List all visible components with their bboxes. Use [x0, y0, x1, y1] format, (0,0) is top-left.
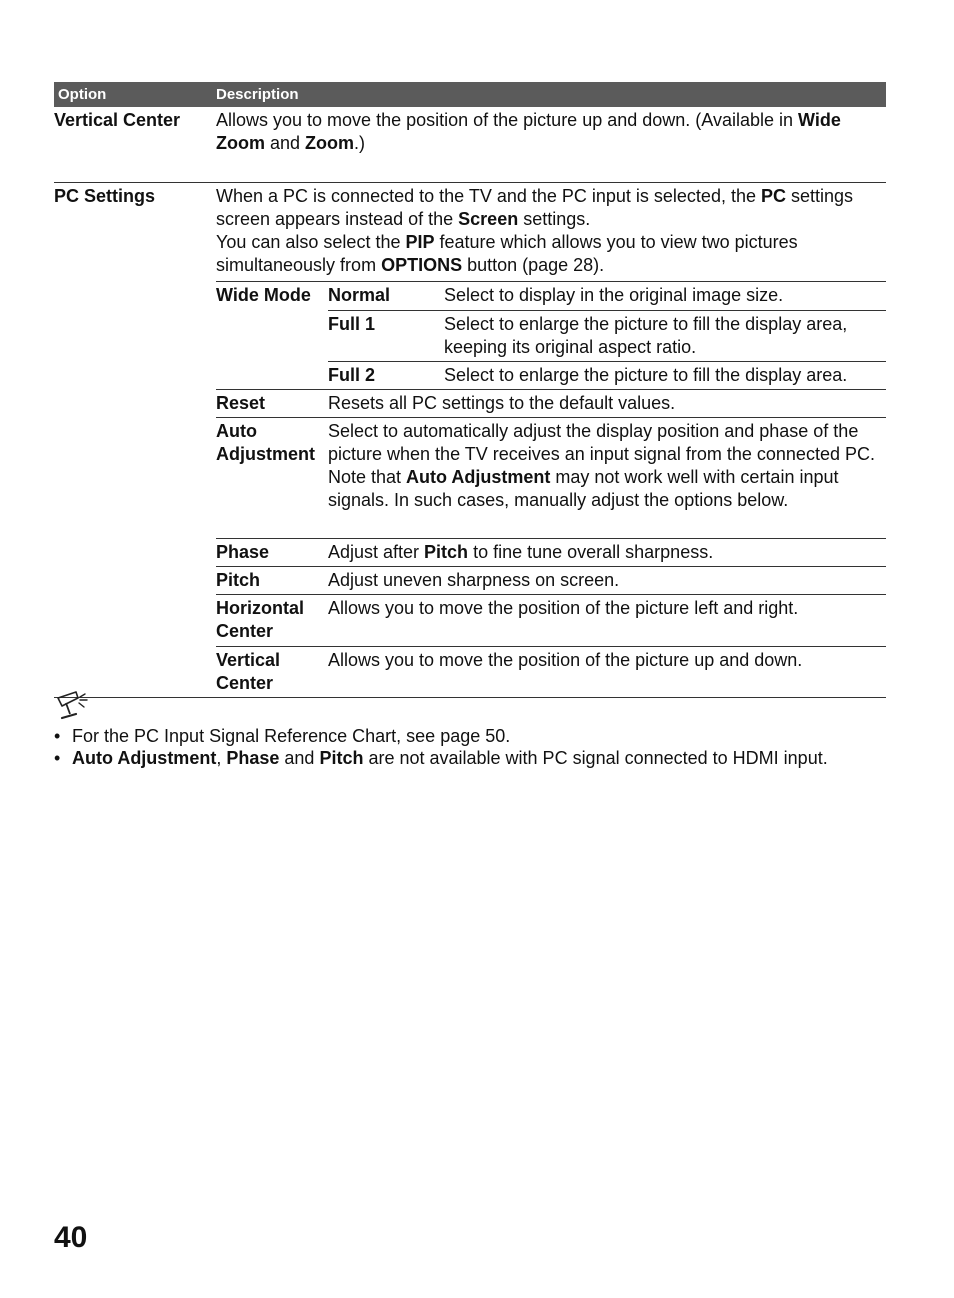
text: settings screen appears instead of the: [216, 186, 854, 229]
header-option: Option: [58, 86, 107, 103]
option-vertical-center: Vertical Center: [54, 110, 181, 130]
text: and: [265, 133, 306, 153]
text: Allows you to move the position of the picture up and down. (Available in: [216, 110, 799, 130]
text: to fine tune overall sharpness.: [468, 542, 714, 562]
text: are not available with PC signal connected to HDMI input.: [363, 748, 828, 768]
text: settings.: [518, 209, 591, 229]
desc-auto-adjustment: [328, 418, 886, 538]
desc-full2: Select to enlarge the picture to fill the display area.: [444, 365, 848, 385]
label-auto-adjustment: [216, 418, 328, 538]
desc-horizontal-center: Allows you to move the position of the picture left and right.: [328, 598, 799, 618]
subrow-phase: [216, 538, 886, 566]
table-header: [54, 82, 886, 107]
page-number: 40: [54, 1221, 88, 1254]
subrow-wide-mode: [216, 281, 886, 389]
label-normal: Normal: [328, 285, 391, 305]
bold-text: Wide Zoom: [216, 110, 841, 153]
table-row-vertical-center: [54, 107, 886, 183]
text: button (page 28).: [462, 255, 605, 275]
option-pc-settings: PC Settings: [54, 186, 156, 206]
text: feature which allows you to view two pictures simultaneously from: [216, 232, 798, 275]
desc-sub-vertical-center: Allows you to move the position of the picture up and down.: [328, 650, 803, 670]
label-wide-mode: Wide Mode: [216, 285, 311, 305]
notes-list: [54, 725, 934, 769]
bold-text: PIP: [405, 232, 435, 252]
table-row-pc-settings: [54, 183, 886, 698]
text: Select to automatically adjust the display position and phase of the picture when the TV receives an input signal from the connected PC. Note that: [328, 421, 875, 487]
pc-settings-intro: [216, 185, 886, 281]
bold-text: Auto Adjustment: [72, 748, 217, 768]
bold-text: Auto Adjustment: [406, 467, 551, 487]
wide-mode-row-full1: [328, 310, 886, 361]
note-item-2: [54, 747, 934, 769]
subrow-auto-adjustment: [216, 417, 886, 538]
text: Auto: [216, 421, 257, 441]
wide-mode-options: [328, 282, 886, 389]
text: .): [354, 133, 366, 153]
subrow-vertical-center: [216, 646, 886, 697]
subrow-horizontal-center: [216, 594, 886, 646]
text: ,: [216, 748, 227, 768]
label-full2: Full 2: [328, 365, 376, 385]
text: and: [279, 748, 320, 768]
text: Adjustment: [216, 444, 315, 464]
bold-text: Phase: [226, 748, 280, 768]
bold-text: OPTIONS: [381, 255, 463, 275]
wide-mode-row-normal: [328, 282, 886, 310]
label-full1: Full 1: [328, 314, 376, 334]
label-pitch: Pitch: [216, 570, 261, 590]
subrow-reset: [216, 389, 886, 417]
desc-normal: Select to display in the original image size.: [444, 285, 784, 305]
label-reset: Reset: [216, 393, 266, 413]
desc-full1: Select to enlarge the picture to fill the display area, keeping its original aspect ratio.: [444, 314, 848, 357]
text: Center: [216, 673, 274, 693]
subrow-pitch: [216, 566, 886, 594]
bold-text: Pitch: [319, 748, 364, 768]
wide-mode-row-full2: [328, 361, 886, 389]
label-phase: Phase: [216, 542, 270, 562]
header-description: Description: [216, 86, 299, 103]
bold-text: Pitch: [424, 542, 469, 562]
label-horizontal-center: [216, 595, 328, 646]
lamp-tip-icon: [54, 688, 90, 722]
note-item-1: • For the PC Input Signal Reference Chart, see page 50.: [54, 725, 934, 747]
label-sub-vertical-center: [216, 647, 328, 697]
bold-text: PC: [760, 186, 786, 206]
text: Adjust after: [328, 542, 425, 562]
settings-table: [54, 82, 886, 698]
description-pc-settings: [216, 183, 886, 697]
bold-text: Screen: [458, 209, 519, 229]
bold-text: Zoom: [305, 133, 355, 153]
text: Horizontal: [216, 598, 304, 618]
desc-phase: [328, 539, 886, 566]
description-vertical-center: [216, 107, 886, 182]
text: Vertical: [216, 650, 281, 670]
text: When a PC is connected to the TV and the PC input is selected, the: [216, 186, 761, 206]
desc-pitch: Adjust uneven sharpness on screen.: [328, 570, 620, 590]
desc-reset: Resets all PC settings to the default values.: [328, 393, 676, 413]
text: You can also select the: [216, 232, 406, 252]
text: may not work well with certain input signals. In such cases, manually adjust the options below.: [328, 467, 839, 510]
pc-settings-subtable: [216, 281, 886, 697]
text: Center: [216, 621, 274, 641]
